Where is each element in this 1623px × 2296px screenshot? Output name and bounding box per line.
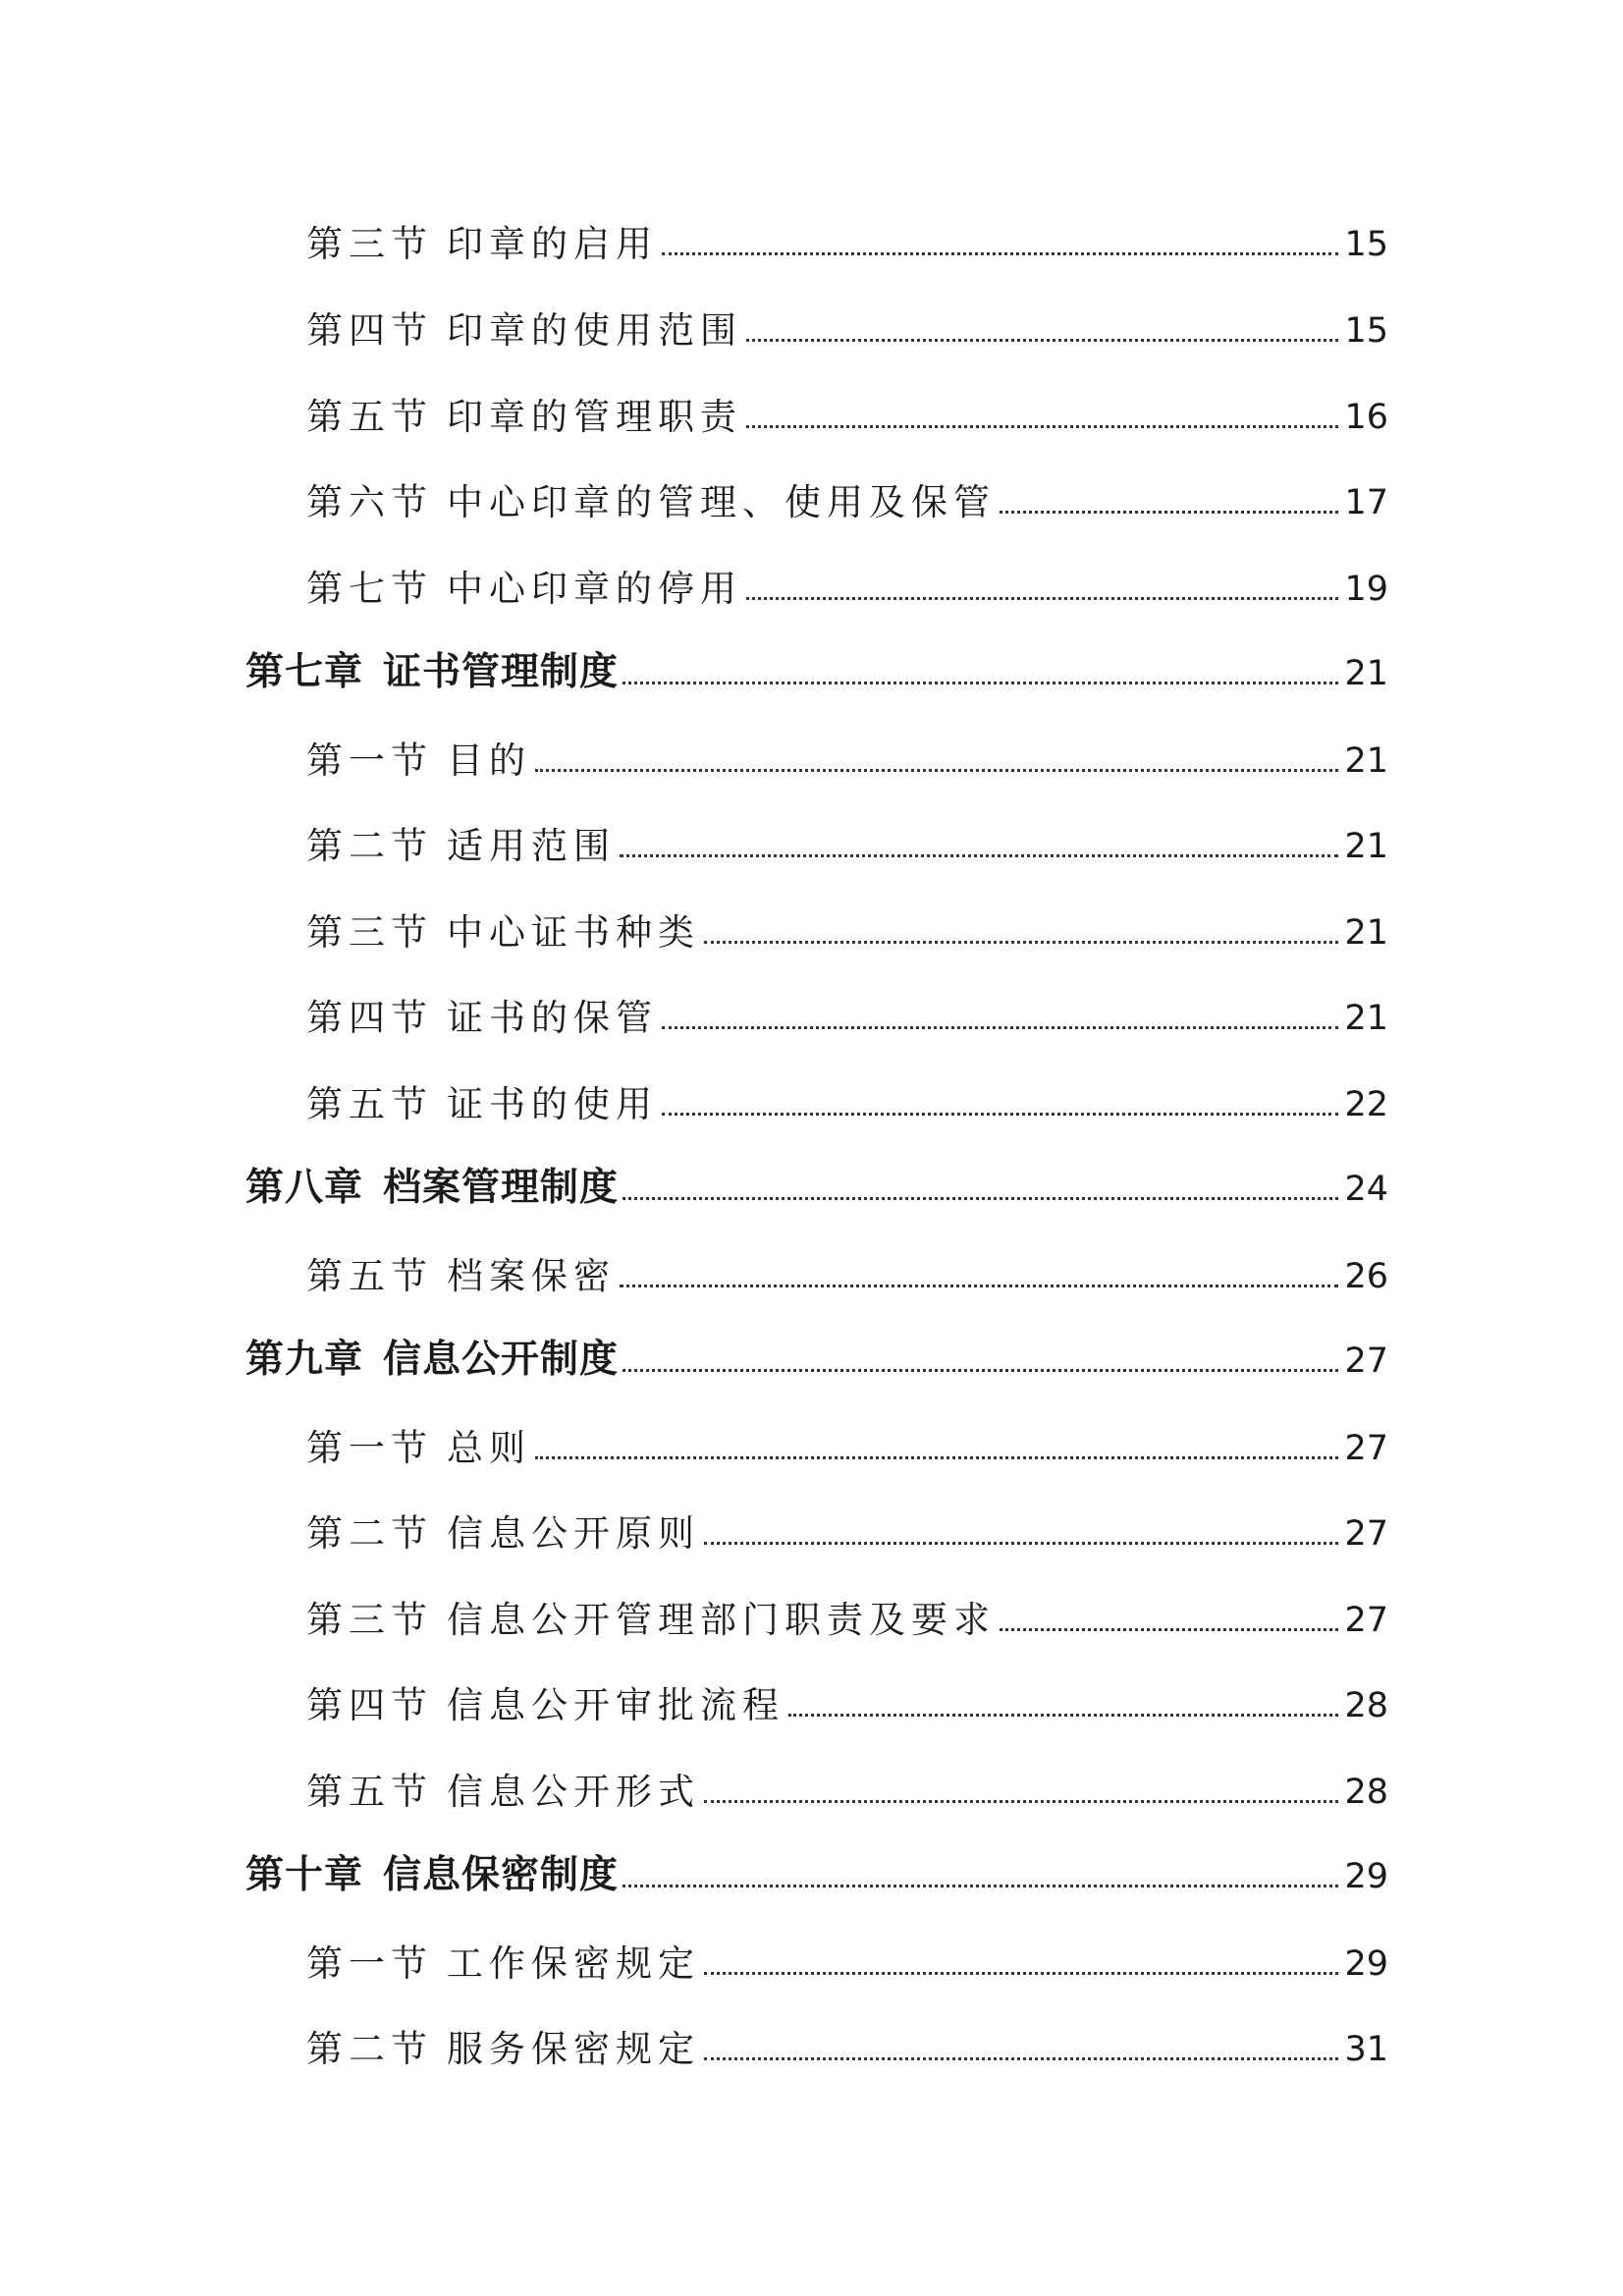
toc-page-number: 21 [1344, 741, 1388, 781]
toc-entry-text: 印章的启用 [447, 223, 658, 265]
toc-page-number: 27 [1344, 1601, 1388, 1640]
toc-entry-number: 第七章 [245, 649, 364, 694]
toc-entry-section[interactable] [306, 813, 1388, 867]
dot-leader [622, 1885, 1338, 1887]
toc-entry-number: 第三节 [306, 1599, 433, 1641]
toc-entry-section[interactable] [306, 298, 1388, 352]
toc-page-number: 21 [1344, 913, 1388, 953]
dot-leader [622, 682, 1338, 684]
toc-entry-title [306, 1684, 784, 1726]
toc-entry-number: 第五节 [306, 396, 433, 438]
toc-entry-section[interactable] [306, 556, 1388, 610]
toc-entry-text: 信息保密制度 [383, 1852, 620, 1897]
toc-page-number: 21 [1344, 827, 1388, 866]
toc-entry-title [306, 2028, 700, 2070]
toc-entry-section[interactable] [306, 2016, 1388, 2070]
toc-entry-text: 证书管理制度 [383, 649, 620, 694]
toc-entry-number: 第二节 [306, 2028, 433, 2070]
toc-entry-title [306, 825, 616, 867]
toc-entry-number: 第一节 [306, 1427, 433, 1469]
toc-entry-text: 证书的使用 [447, 1083, 658, 1125]
toc-entry-title [306, 1083, 658, 1125]
toc-entry-title [306, 309, 742, 352]
dot-leader [704, 1972, 1338, 1975]
toc-page-number: 28 [1344, 1686, 1388, 1725]
toc-page-number: 27 [1344, 1429, 1388, 1468]
toc-entry-title [306, 1512, 700, 1555]
toc-page-number: 29 [1344, 1944, 1388, 1984]
toc-entry-section[interactable] [306, 1931, 1388, 1985]
dot-leader [1000, 1628, 1338, 1631]
toc-entry-section[interactable] [306, 1672, 1388, 1726]
dot-leader [704, 2057, 1338, 2060]
toc-entry-text: 印章的使用范围 [447, 309, 742, 352]
toc-entry-text: 中心印章的管理、使用及保管 [447, 481, 996, 523]
toc-page-number: 27 [1344, 1514, 1388, 1554]
toc-page-number: 27 [1344, 1341, 1388, 1381]
toc-page-number: 16 [1344, 398, 1388, 437]
toc-entry-title [306, 481, 996, 523]
toc-entry-number: 第五节 [306, 1083, 433, 1125]
toc-entry-section[interactable] [306, 985, 1388, 1039]
toc-entry-title [306, 997, 658, 1039]
toc-entry-text: 信息公开审批流程 [447, 1684, 784, 1726]
toc-page-number: 29 [1344, 1857, 1388, 1896]
dot-leader [704, 1800, 1338, 1803]
dot-leader [620, 854, 1338, 857]
toc-entry-title [306, 568, 742, 610]
toc-entry-title [245, 1852, 620, 1897]
toc-entry-number: 第三节 [306, 223, 433, 265]
dot-leader [620, 1285, 1338, 1287]
toc-entry-section[interactable] [306, 728, 1388, 782]
toc-entry-title [306, 223, 658, 265]
toc-entry-text: 档案保密 [447, 1255, 616, 1297]
toc-page-number: 24 [1344, 1170, 1388, 1209]
dot-leader [746, 425, 1338, 428]
toc-entry-text: 印章的管理职责 [447, 396, 742, 438]
toc-entry-text: 服务保密规定 [447, 2028, 700, 2070]
toc-entry-number: 第八章 [245, 1165, 364, 1210]
toc-entry-section[interactable] [306, 211, 1388, 265]
dot-leader [746, 339, 1338, 342]
toc-entry-section[interactable] [306, 900, 1388, 954]
toc-entry-title [306, 1771, 700, 1813]
toc-entry-title [306, 739, 531, 782]
toc-entry-text: 证书的保管 [447, 997, 658, 1039]
dot-leader [746, 597, 1338, 600]
dot-leader [535, 769, 1338, 772]
toc-entry-title [245, 649, 620, 694]
toc-entry-section[interactable] [306, 1415, 1388, 1469]
toc-entry-number: 第四节 [306, 309, 433, 352]
toc-entry-number: 第一节 [306, 1942, 433, 1985]
toc-entry-text: 信息公开原则 [447, 1512, 700, 1555]
toc-page-number: 15 [1344, 311, 1388, 351]
toc-entry-section[interactable] [306, 384, 1388, 438]
toc-entry-section[interactable] [306, 1759, 1388, 1813]
dot-leader [535, 1456, 1338, 1459]
toc-page-number: 15 [1344, 225, 1388, 264]
toc-entry-number: 第四节 [306, 1684, 433, 1726]
toc-entry-section[interactable] [306, 1243, 1388, 1297]
dot-leader [704, 1542, 1338, 1545]
toc-entry-text: 档案管理制度 [383, 1165, 620, 1210]
toc-entry-text: 信息公开形式 [447, 1771, 700, 1813]
dot-leader [1000, 511, 1338, 514]
toc-entry-title [306, 911, 700, 954]
toc-entry-number: 第五节 [306, 1255, 433, 1297]
toc-entry-title [245, 1337, 620, 1382]
toc-page-number: 21 [1344, 999, 1388, 1038]
toc-entry-title [245, 1165, 620, 1210]
toc-entry-text: 总则 [447, 1427, 531, 1469]
toc-entry-number: 第五节 [306, 1771, 433, 1813]
toc-entry-number: 第七节 [306, 568, 433, 610]
dot-leader [662, 252, 1338, 255]
dot-leader [704, 941, 1338, 944]
toc-entry-title [306, 396, 742, 438]
toc-page-number: 21 [1344, 654, 1388, 693]
toc-entry-number: 第六节 [306, 481, 433, 523]
toc-entry-number: 第一节 [306, 739, 433, 782]
toc-entry-chapter[interactable] [245, 1328, 1388, 1382]
toc-page-number: 28 [1344, 1773, 1388, 1812]
toc-entry-text: 信息公开制度 [383, 1337, 620, 1382]
toc-entry-number: 第二节 [306, 825, 433, 867]
toc-entry-number: 第十章 [245, 1852, 364, 1897]
toc-entry-chapter[interactable] [245, 1156, 1388, 1210]
toc-page-number: 22 [1344, 1085, 1388, 1124]
toc-entry-text: 中心印章的停用 [447, 568, 742, 610]
toc-entry-number: 第三节 [306, 911, 433, 954]
toc-page-number: 19 [1344, 570, 1388, 609]
toc-entry-title [306, 1255, 616, 1297]
toc-entry-text: 信息公开管理部门职责及要求 [447, 1599, 996, 1641]
toc-entry-section[interactable] [306, 1501, 1388, 1555]
toc-page-number: 17 [1344, 483, 1388, 522]
toc-entry-title [306, 1599, 996, 1641]
dot-leader [662, 1026, 1338, 1029]
toc-page-number: 31 [1344, 2030, 1388, 2069]
toc-entry-chapter[interactable] [245, 640, 1388, 694]
toc-entry-title [306, 1942, 700, 1985]
toc-entry-text: 适用范围 [447, 825, 616, 867]
toc-entry-section[interactable] [306, 1587, 1388, 1641]
toc-entry-text: 中心证书种类 [447, 911, 700, 954]
dot-leader [622, 1197, 1338, 1200]
toc-entry-text: 工作保密规定 [447, 1942, 700, 1985]
toc-entry-number: 第二节 [306, 1512, 433, 1555]
toc-entry-text: 目的 [447, 739, 531, 782]
toc-entry-number: 第四节 [306, 997, 433, 1039]
toc-entry-section[interactable] [306, 469, 1388, 523]
toc-entry-chapter[interactable] [245, 1843, 1388, 1897]
dot-leader [662, 1113, 1338, 1116]
toc-page-number: 26 [1344, 1257, 1388, 1296]
dot-leader [788, 1714, 1338, 1717]
toc-entry-title [306, 1427, 531, 1469]
toc-entry-section[interactable] [306, 1071, 1388, 1125]
dot-leader [622, 1369, 1338, 1372]
toc-entry-number: 第九章 [245, 1337, 364, 1382]
